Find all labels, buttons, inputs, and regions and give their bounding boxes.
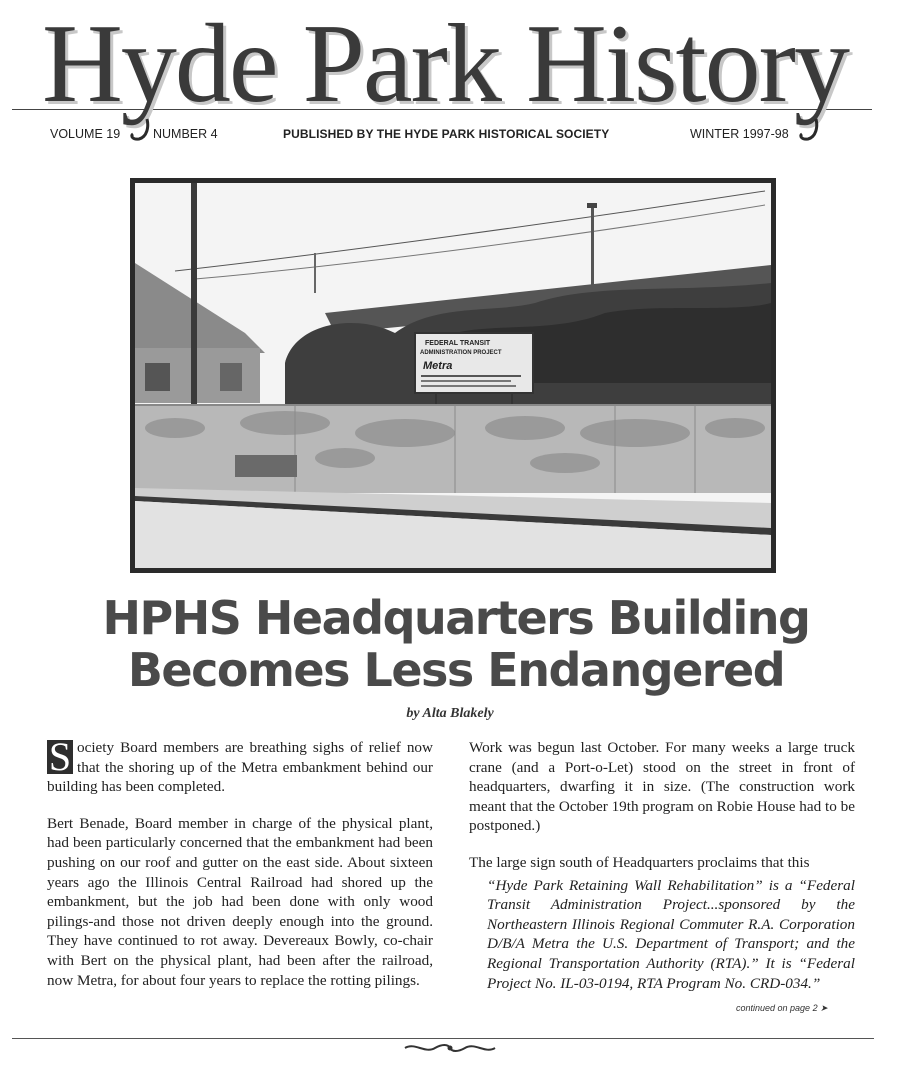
paragraph-work-begun: Work was begun last October. For many weeks a large truck crane (and a Port-o-Let) stood on the street in front of headquarters, dwarfing it in size. (The construction work meant that the October 19th program on Robie House had to be postponed.) bbox=[469, 739, 855, 835]
swash-ornament-left bbox=[127, 117, 153, 143]
article-column-right bbox=[469, 738, 855, 993]
masthead bbox=[0, 0, 900, 160]
footer-rule bbox=[12, 1038, 874, 1039]
paragraph-sign: The large sign south of Headquarters proclaims that this bbox=[469, 853, 810, 871]
byline: by Alta Blakely bbox=[406, 706, 494, 721]
volume-label: VOLUME 19 bbox=[50, 127, 121, 141]
continued-link[interactable]: continued on page 2 ➤ bbox=[736, 1003, 828, 1013]
cover-photo bbox=[130, 178, 776, 573]
season-label: WINTER 1997-98 bbox=[690, 127, 789, 141]
headline-line-1: HPHS Headquarters Building bbox=[102, 591, 810, 645]
sign-text-line2: ADMINISTRATION PROJECT bbox=[420, 350, 502, 356]
footer-ornament-icon bbox=[400, 1040, 500, 1056]
drop-cap: S bbox=[48, 734, 72, 779]
article-column-left bbox=[47, 734, 433, 1007]
sign-text-line1: FEDERAL TRANSIT bbox=[425, 340, 491, 347]
sign-metra-logo: Metra bbox=[423, 360, 453, 372]
headline-line-2: Becomes Less Endangered bbox=[127, 643, 785, 697]
sign-quote: “Hyde Park Retaining Wall Rehabilitation” is a “Federal Transit Administration Project...sponsored by the Northeastern Illinois Regional Commuter R.A. Corporation D/B/A Metra the U.S. Department of Transport; and the Regional Transportation Authority (RTA).” It is “Federal Project No. IL-03-0194, RTA Program No. CRD-034.” bbox=[487, 876, 855, 992]
newsletter-title: Hyde Park History bbox=[42, 2, 848, 126]
photo-scene bbox=[135, 183, 771, 568]
paragraph-intro bbox=[47, 734, 433, 797]
swash-ornament-right bbox=[796, 117, 822, 143]
paragraph-intro-text: ociety Board members are breathing sighs of relief now that the shoring up of the Metra embankment behind our building has been completed. bbox=[47, 739, 433, 796]
paragraph-benade: Bert Benade, Board member in charge of the physical plant, had been particularly concerned that the embankment had been pushing on our roof and gutter on the east side. About sixteen years ago the Illinois Central Railroad had shored up the embankment, but the job had been done with only wood pilings-and those not driven deeply enough into the ground. They have continued to rot away. Devereaux Bowly, co-chair with Bert on the physical plant, had been after the railroad, now Metra, for about four years to replace the rotting pilings. bbox=[47, 814, 433, 989]
number-label: NUMBER 4 bbox=[153, 127, 218, 141]
publisher-label: PUBLISHED BY THE HYDE PARK HISTORICAL SOCIETY bbox=[283, 127, 610, 141]
